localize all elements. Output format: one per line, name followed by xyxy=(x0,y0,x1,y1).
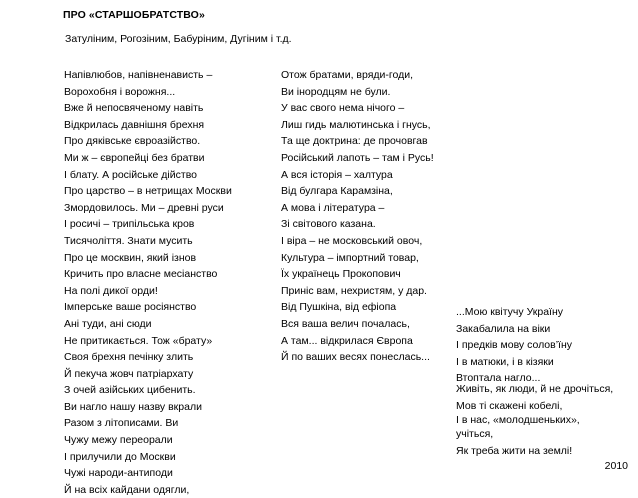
poem-line: Чужу межу переорали xyxy=(64,434,173,447)
poem-line: Й по ваших весях понеслась... xyxy=(281,351,430,364)
poem-line: Напівлюбов, напівненависть – xyxy=(64,69,213,81)
poem-year: 2010 xyxy=(604,460,628,472)
poem-line: На полі дикої орди! xyxy=(64,284,158,297)
poem-line: І віра – не московський овоч, xyxy=(281,234,423,247)
poem-line: Разом з літописами. Ви xyxy=(64,417,179,430)
poem-line: Про царство – в нетрищах Москви xyxy=(64,185,232,198)
poem-line: Ми ж – європейці без братви xyxy=(64,151,205,164)
poem-line: Про це москвин, який ізнов xyxy=(64,251,197,264)
poem-line: І прилучили до Москви xyxy=(64,450,176,463)
poem-line: Й пекуча жовч патріархату xyxy=(64,367,194,380)
poem-line: Своя брехня печінку злить xyxy=(64,351,194,364)
poem-line: Тисячоліття. Знати мусить xyxy=(64,234,193,247)
poem-column-4 xyxy=(456,381,613,459)
poem-line: Від Пушкіна, від ефіопа xyxy=(281,301,397,314)
poem-line: учіться, xyxy=(456,428,494,441)
poem-column-3 xyxy=(456,304,572,387)
poem-line: Приніс вам, нехристям, у дар. xyxy=(281,284,427,297)
poem-line: А там... відкрилася Європа xyxy=(281,334,413,347)
poem-line: Вже й непосвяченому навіть xyxy=(64,102,204,115)
poem-line: Живіть, як люди, й не дрочіться, xyxy=(456,383,614,395)
poem-column-2 xyxy=(281,67,434,366)
poem-line: Ворохобня і ворожня... xyxy=(64,85,176,98)
poem-line: Про дяківське євроазійство. xyxy=(64,135,201,148)
poem-line: Кричить про власне месіанство xyxy=(64,268,218,281)
poem-line: Ви нагло нашу назву вкрали xyxy=(64,400,202,413)
poem-line: Відкрилась давнішня брехня xyxy=(64,118,205,131)
poem-line: Імперське ваше росіянство xyxy=(64,301,197,314)
poem-line: Не притикається. Тож «брату» xyxy=(64,334,213,347)
poem-line: І в нас, «молодшеньких», xyxy=(456,414,580,427)
poem-line: А вся історія – халтура xyxy=(281,168,393,181)
poem-line: Та ще доктрина: де прочовгав xyxy=(281,135,428,148)
poem-line: Мов ті скажені кобелі, xyxy=(456,399,563,412)
poem-line: Ані туди, ані сюди xyxy=(64,317,152,330)
poem-line: Лиш гидь малютинська і гнусь, xyxy=(281,118,431,131)
poem-column-1 xyxy=(64,67,232,498)
poem-line: Їх українець Прокопович xyxy=(281,268,401,281)
poem-line: У вас свого нема нічого – xyxy=(281,102,405,115)
poem-line: Вся ваша велич почалась, xyxy=(281,317,410,330)
poem-line: Змордовилось. Ми – древні руси xyxy=(64,201,224,214)
poem-line: Й на всіх кайдани одягли, xyxy=(64,483,190,496)
poem-line: Культура – імпортний товар, xyxy=(281,251,419,264)
poem-line: І в матюки, і в кізяки xyxy=(456,355,554,368)
poem-line: Зі світового казана. xyxy=(281,218,376,231)
poem-line: Втоптала нагло... xyxy=(456,372,541,385)
poem-line: Закабалила на віки xyxy=(456,322,551,335)
poem-line: Чужі народи-антиподи xyxy=(64,467,173,480)
poem-title: ПРО «СТАРШОБРАТСТВО» xyxy=(63,9,205,21)
poem-line: ...Мою квітучу Україну xyxy=(456,306,564,318)
poem-line: Отож братами, вряди-годи, xyxy=(281,69,414,81)
poem-line: І блату. А російське дійство xyxy=(64,168,197,181)
poem-line: А мова і література – xyxy=(281,201,385,214)
poem-line: Ви інородцям не були. xyxy=(281,85,391,98)
poem-line: З очей азійських цибенить. xyxy=(64,384,196,397)
poem-dedication: Затуліним, Рогозіним, Бабуріним, Дугіним і т.д. xyxy=(65,33,292,45)
poem-line: І предків мову солов’їну xyxy=(456,339,573,352)
poem-line: Як треба жити на землі! xyxy=(456,444,573,457)
poem-line: Від булгара Карамзіна, xyxy=(281,185,393,198)
poem-line: Російський лапоть – там і Русь! xyxy=(281,151,434,164)
poem-line: І росичі – трипільська кров xyxy=(64,218,195,231)
